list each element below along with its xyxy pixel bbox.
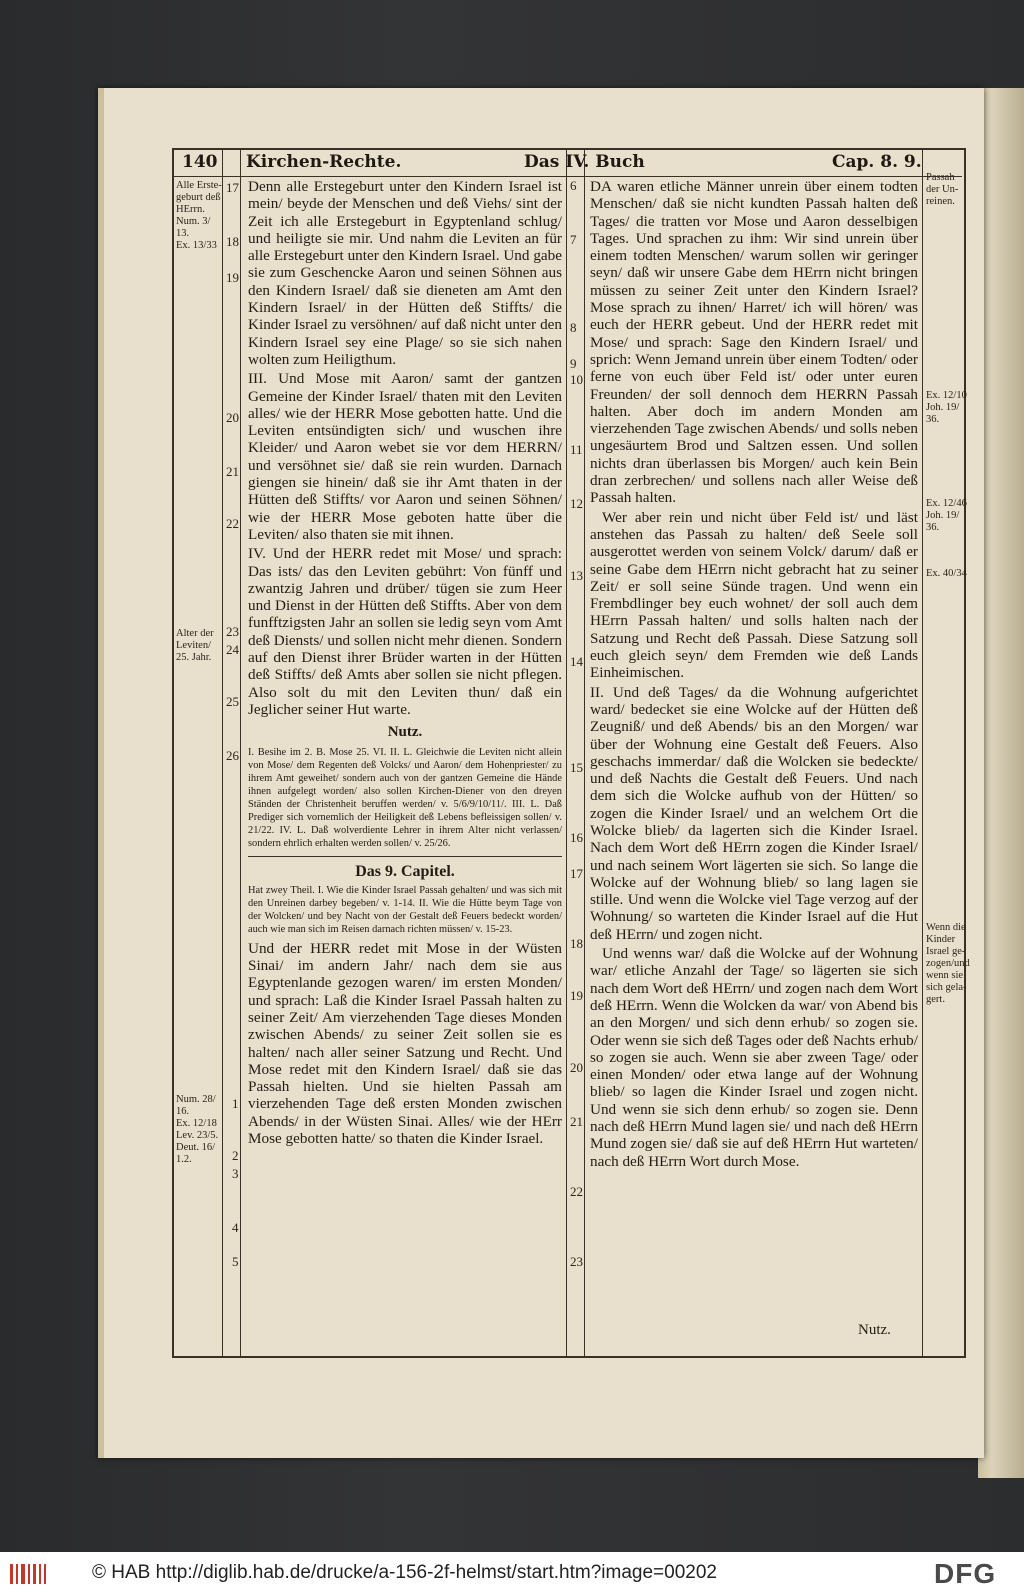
- chapter-title: Das 9. Capitel.: [355, 862, 455, 880]
- verse-number: 25: [226, 694, 239, 709]
- copyright-url[interactable]: © HAB http://diglib.hab.de/drucke/a-156-2f-helmst/start.htm?image=00202: [92, 1562, 717, 1583]
- verse-number: 7: [570, 232, 577, 247]
- verse-number: 15: [570, 760, 583, 775]
- margin-note: Ex. 12/46 Joh. 19/ 36.: [926, 498, 967, 533]
- margin-note: Passah der Un- reinen.: [926, 172, 959, 207]
- verse-text: Und der HERR redet mit Mose in der Wüsten Sinai/ im andern Jahr/ nach dem sie aus Egyptenlande gezogen waren/ im ersten Monden/ und sprach: Laß die Kinder Israel Passah halten zu seiner Zeit/ Am vierzehenden Tage dieses Monden zwischen Abends/ zu seiner Zeit sollen sie es halten/ nach aller seiner Satzung und Recht. Und Mose redet mit den Kindern Israel/ daß sie das Passah hielten. Und sie hielten Passah am vierzehenden Tage deß ersten Monden zwischen Abends/ in der Wüsten Sinai. Alles/ wie der HErr Mose gebotten hatte/ so thaten die Kinder Israel.: [248, 939, 562, 1148]
- left-verse-rule: [240, 148, 241, 1356]
- margin-note: Ex. 12/10 Joh. 19/ 36.: [926, 390, 967, 425]
- margin-note: Ex. 40/34: [926, 568, 967, 579]
- verse-text: Und wenns war/ daß die Wolcke auf der Wohnung war/ etliche Anzahl der Tage/ so lägerten sie sich nach dem Wort deß HErrn/ und zogen nach dem Wort deß HErrn. Wenn die Wolcken da war/ von Abend bis an den Morgen/ und sich denn erhub/ so zogen sie. Oder wenn sie sich deß Tages oder deß Nachts erhub/ so zogen sie auch. Wenn sie aber zween Tage/ oder einen Monden/ oder etwa lange auf der Wohnung blieb/ so lagen die Kinder Israel und zogen nicht. Und wenn sie sich denn erhub/ so zogen sie. Denn nach deß HErrn Mund lagen sie/ und nach deß HErrn Mund zogen sie/ daß sie auf deß HErrn Hut warteten/ nach deß HErrn Wort durch Mose.: [590, 945, 918, 1170]
- verse-number: 21: [226, 464, 239, 479]
- verse-text: III. Und Mose mit Aaron/ samt der gantzen Gemeine der Kinder Israel/ thaten mit den Leviten alles/ wie der HERR Mose gebotten hatte. Und die Leviten entsündigten sich/ und wuschen ihre Kleider/ und Aaron webet sie vor dem HERRN/ und versöhnet sie/ daß sie rein wurden. Darnach giengen sie hinein/ daß sie ihr Amt thaten in der Hütten deß Stiffts/ vor Aaron und seinen Söhnen/ wie der HERR Mose geboten hatte über die Leviten/ also thaten sie mit ihnen.: [248, 370, 562, 543]
- margin-note: Num. 28/ 16. Ex. 12/18 Lev. 23/5. Deut. 16/ 1.2.: [176, 1094, 219, 1165]
- verse-number: 5: [232, 1254, 239, 1269]
- nutz-heading: Nutz.: [387, 724, 423, 741]
- verse-number: 10: [570, 372, 583, 387]
- verse-number: 24: [226, 642, 239, 657]
- footer-bar: [0, 1552, 1024, 1596]
- margin-note: Alle Erste- geburt deß HErrn. Num. 3/ 13. Ex. 13/33: [176, 180, 222, 251]
- verse-number: 18: [226, 234, 239, 249]
- verse-text: DA waren etliche Männer unrein über einem todten Menschen/ daß sie nicht kundten Passah halten deß Tages/ die tratten vor Mose und Aaron desselbigen Tages. Und sprachen zu ihm: Wir sind unrein über einem todten Menschen/ warum sollen wir geringer seyn/ daß wir unsere Gabe dem HErrn nicht bringen müssen zu seiner Zeit unter den Kindern Israel? Mose sprach zu ihnen/ Harret/ ich will hören/ was euch der HERR gebeut. Und der HERR redet mit Mose/ und sprach: Sage den Kindern Israel/ und sprich: Wenn Jemand unrein über einem Todten/ oder ferne von euch über Feld ist/ oder unter euren Freunden/ der soll dennoch dem HERRN Passah halten. Aber doch im andern Monden am vierzehenden Tage zwischen Abends/ und solls neben ungesäurtem Brod und Saltzen essen. Und sollen nichts dran überlassen bis Morgen/ auch kein Bein dran zerbrechen/ und sollens nach aller Weise deß Passah halten.: [590, 178, 918, 507]
- right-margin-rule: [922, 148, 923, 1356]
- verse-number: 11: [570, 442, 583, 457]
- verse-number: 12: [570, 496, 583, 511]
- verse-number: 20: [226, 410, 239, 425]
- barcode-logo-icon: [8, 1560, 48, 1588]
- verse-number: 14: [570, 654, 583, 669]
- verse-text: Wer aber rein und nicht über Feld ist/ und läst anstehen das Passah zu halten/ deß Seele soll ausgerottet werden von seinem Volck/ darum/ daß er seine Gabe dem HErrn nicht gebracht hat zu seiner Zeit/ er soll seine Sünde tragen. Und wenn ein Frembdlinger bey euch wohnet/ der soll auch dem HErrn Passah halten/ und solls halten nach der Satzung und Recht deß Passah. Diese Satzung soll euch gleich seyn/ dem Fremden wie deß Lands Einheimischen.: [590, 508, 918, 682]
- left-text-column: [248, 178, 562, 1147]
- verse-number: 8: [570, 320, 577, 335]
- verse-number: 13: [570, 568, 583, 583]
- page-number: 140: [182, 152, 218, 172]
- verse-number: 1: [232, 1096, 239, 1111]
- chapter-summary: Hat zwey Theil. I. Wie die Kinder Israel Passah gehalten/ und was sich mit den Unreinen darbey begeben/ v. 1-14. II. Wie die Hütte beym Tage von der Wolcken/ und bey Nacht von der Gestalt deß Feuers bedeckt worden/ auch wie man sich im Reisen darnach richten müssen/ v. 15-23.: [248, 884, 562, 935]
- verse-number: 22: [226, 516, 239, 531]
- verse-number: 22: [570, 1184, 583, 1199]
- column-divider-left: [566, 148, 567, 1356]
- verse-number: 17: [570, 866, 583, 881]
- verse-number: 16: [570, 830, 583, 845]
- verse-text: II. Und deß Tages/ da die Wohnung aufgerichtet ward/ bedecket sie eine Wolcke auf der Hütten deß Zeugniß/ und deß Abends/ bis an den Morgen/ war über der Wohnung eine Gestalt deß Feuers. Also geschachs immerdar/ daß die Wolcken sie bedeckte/ und deß Nachts die Gestalt deß Feuers. Und nach dem sich die Wolcke aufhub von der Hütten/ so zogen die Kinder Israel/ und an welchem Ort die Wolcke blieb/ da lagerten sich die Kinder Israel. Nach dem Wort deß HErrn zogen die Kinder Israel/ und nach seinem Wort lägerten sie sich. So lange die Wolcke auf der Wohnung blieb/ so lang lagen sie stille. Und wenn die Wolcke viel Tage verzog auf der Wohnung/ so warteten die Kinder Israel auf die Hut deß HErrn/ und zogen nicht.: [590, 683, 918, 943]
- verse-number: 23: [570, 1254, 583, 1269]
- nutz-text: I. Besihe im 2. B. Mose 25. VI. II. L. Gleichwie die Leviten nicht allein von Mose/ dem Regenten deß Volcks/ und Aaron/ dem Hohenpriester/ zu ihrem Amt geweihet/ sondern auch von der gantzen Gemeine die Hände ihnen aufgelegt worden/ also sollen Kirchen-Diener von den dreyen Ständen der Christenheit beruffen werden/ v. 5/6/9/10/11/. III. L. Daß Prediger sich vornemlich der Heiligkeit deß Lebens befleissigen sollen/ v. 21/22. IV. L. Daß wolverdiente Lehrer in ihrem Alter nicht verlassen/ sondern ehrlich erhalten werden sollen/ v. 25/26.: [248, 746, 562, 849]
- running-title-center: Das IV. Buch: [524, 152, 645, 172]
- left-margin-rule: [222, 148, 223, 1356]
- column-divider-right: [584, 148, 585, 1356]
- verse-number: 21: [570, 1114, 583, 1129]
- verse-number: 18: [570, 936, 583, 951]
- verse-number: 19: [570, 988, 583, 1003]
- dfg-logo: DFG: [934, 1558, 997, 1589]
- running-title-right: Cap. 8. 9.: [832, 152, 922, 172]
- verse-number: 9: [570, 356, 577, 371]
- catchword: Nutz.: [858, 1322, 891, 1338]
- margin-note: Alter der Leviten/ 25. Jahr.: [176, 628, 214, 663]
- verse-number: 26: [226, 748, 239, 763]
- verse-number: 19: [226, 270, 239, 285]
- running-title-left: Kirchen-Rechte.: [246, 152, 402, 172]
- verse-text: IV. Und der HERR redet mit Mose/ und sprach: Das ists/ das den Leviten gebührt: Von fünff und zwantzig Jahren und drüber/ tügen sie zum Heer und Dienst in der Hütten deß Stiffts. Aber von dem funfftzigsten Jahr an sollen sie ledig seyn vom Amt deß Diensts/ und sollen nicht mehr dienen. Sondern auf den Dienst ihrer Brüder warten in der Hütten deß Stiffts/ deß Amts aber sollen sie nicht pflegen. Also solt du mit den Leviten thun/ daß ein Jeglicher seiner Hut warte.: [248, 545, 562, 718]
- verse-text: Denn alle Erstegeburt unter den Kindern Israel ist mein/ beyde der Menschen und deß Viehs/ sint der Zeit ich alle Erstegeburt in Egyptenland schlug/ und heiligte sie mir. Und nahm die Leviten an für alle Erstegeburt unter den Kindern Israel. Und gabe sie zum Geschencke Aaron und seinen Söhnen aus den Kindern Israel/ daß sie dieneten am Amt den Kindern Israel/ in der Hütten deß Stiffts/ die Kinder Israel zu versöhnen/ auf daß nicht unter den Kindern Israel sey eine Plage/ so sie sich nahen wolten zum Heiligthum.: [248, 178, 562, 368]
- book-page-edge: [978, 88, 1024, 1478]
- margin-note: Wenn die Kinder Israel ge- zogen/und wenn sie sich gela- gert.: [926, 922, 970, 1005]
- verse-number: 4: [232, 1220, 239, 1235]
- verse-number: 17: [226, 180, 239, 195]
- right-text-column: [590, 178, 918, 1170]
- verse-number: 2: [232, 1148, 239, 1163]
- verse-number: 3: [232, 1166, 239, 1181]
- section-rule: [248, 856, 562, 857]
- verse-number: 23: [226, 624, 239, 639]
- verse-number: 20: [570, 1060, 583, 1075]
- verse-number: 6: [570, 178, 577, 193]
